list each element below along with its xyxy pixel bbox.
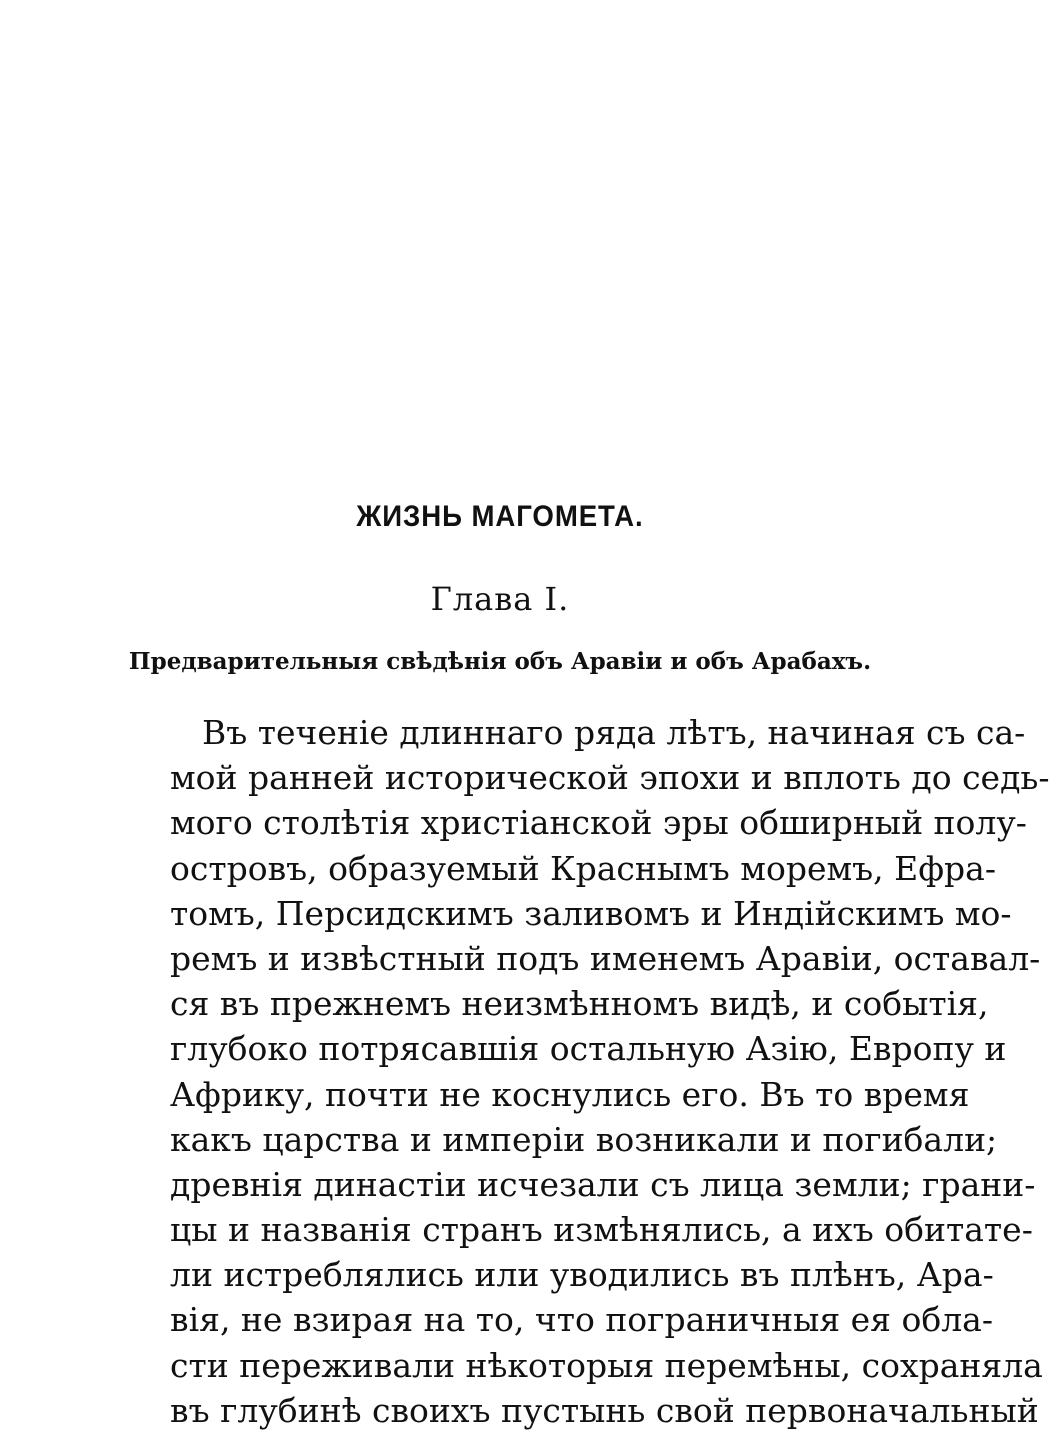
text-line: ли истреблялись или уводились въ плѣнъ, Ара- [170,1255,994,1295]
text-line: сти переживали нѣкоторыя перемѣны, сохраняла [170,1345,1043,1385]
text-line: островъ, образуемый Краснымъ моремъ, Ефра- [170,848,996,888]
text-line: въ глубинѣ своихъ пустынь свой первоначальный [170,1390,1039,1430]
text-line: мого столѣтія христіанской эры обширный полу- [170,803,1027,843]
text-line: вія, не взирая на то, что пограничныя ея обла- [170,1300,994,1340]
chapter-subtitle: Предварительныя свѣдѣнія объ Аравіи и объ Арабахъ. [128,648,872,675]
page-title: ЖИЗНЬ МАГОМЕТА. [356,500,644,533]
body-paragraph [170,710,1050,1433]
text-line: Въ теченіе длиннаго ряда лѣтъ, начиная съ са- [202,713,1026,752]
chapter-heading: Глава I. [430,580,570,618]
text-line: ремъ и извѣстный подъ именемъ Аравіи, оставал- [170,938,1041,978]
text-line: Африку, почти не коснулись его. Въ то время [170,1074,970,1114]
text-line: мой ранней исторической эпохи и вплоть до седь- [170,758,1050,798]
text-line: глубоко потрясавшія остальную Азію, Европу и [170,1029,1007,1069]
text-line: древнія династіи исчезали съ лица земли; грани- [170,1164,1036,1204]
text-line: ся въ прежнемъ неизмѣнномъ видѣ, и событія, [170,984,989,1024]
text-line: томъ, Персидскимъ заливомъ и Индійскимъ мо- [170,893,1012,933]
text-line: какъ царства и имперіи возникали и погибали; [170,1119,998,1159]
text-line: цы и названія странъ измѣнялись, а ихъ обитате- [170,1210,1033,1250]
